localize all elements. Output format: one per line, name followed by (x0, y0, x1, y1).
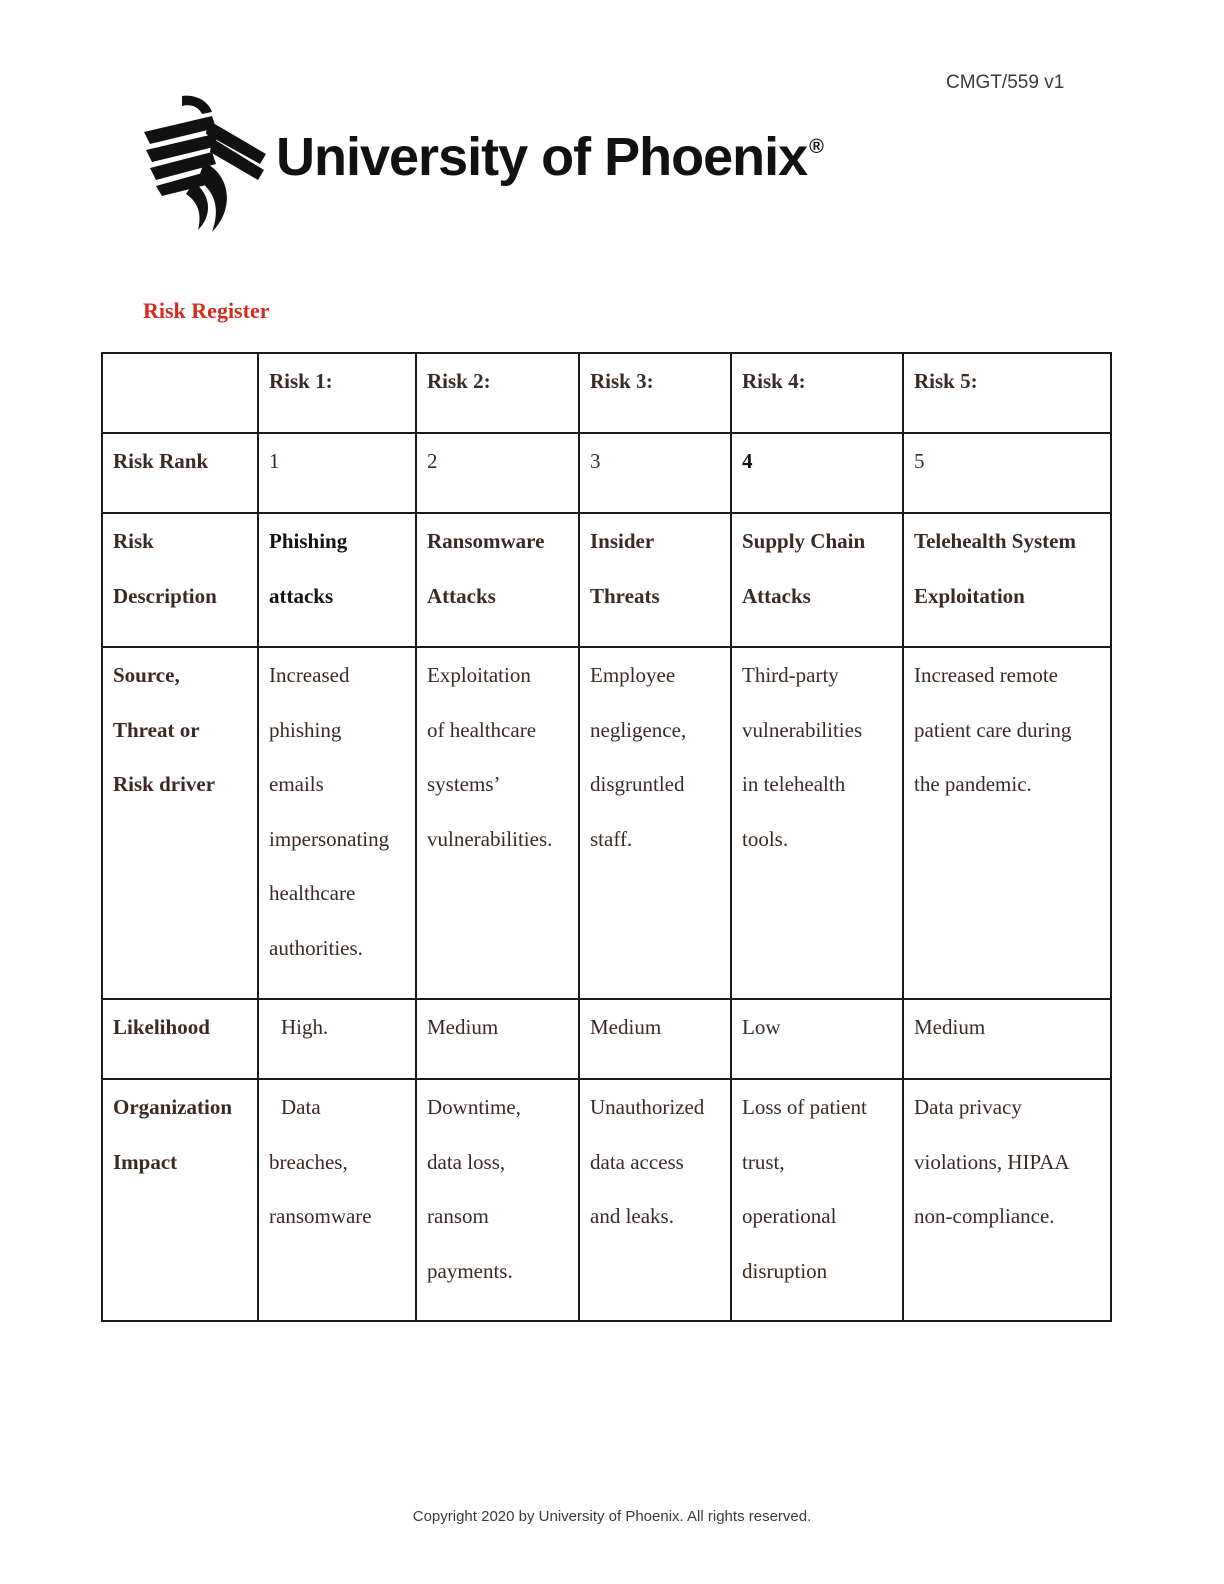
registered-mark: ® (809, 136, 823, 158)
cell-line: vulnerabilities (742, 717, 863, 742)
cell-line: disgruntled (590, 772, 685, 796)
cell-line: Description (113, 583, 217, 608)
rank-cell: 2 (416, 433, 579, 513)
cell-line: and leaks. (590, 1204, 674, 1228)
rank-cell: 1 (258, 433, 416, 513)
cell-line: patient care during (914, 717, 1072, 742)
cell-line: Data privacy (914, 1095, 1022, 1119)
university-logo (142, 92, 823, 237)
cell-line: Increased remote (914, 663, 1058, 687)
source-cell (903, 647, 1111, 999)
table-header-row (102, 353, 1111, 433)
cell-line: Data (281, 1095, 321, 1119)
row-label (102, 513, 258, 647)
likelihood-cell: Medium (416, 999, 579, 1079)
description-cell (579, 513, 731, 647)
description-cell (416, 513, 579, 647)
page-title: Risk Register (143, 298, 270, 323)
cell-line: Exploitation (427, 663, 531, 687)
cell-line: Attacks (742, 583, 811, 608)
copyright-footer: Copyright 2020 by University of Phoenix. All rights reserved. (412, 1508, 812, 1525)
cell-line: Impact (113, 1149, 178, 1174)
impact-cell (579, 1079, 731, 1321)
rank-cell: 5 (903, 433, 1111, 513)
cell-line: Telehealth System (914, 529, 1076, 553)
table-row-organization-impact (102, 1079, 1111, 1321)
cell-line: Third-party (742, 663, 839, 687)
table-row-likelihood (102, 999, 1111, 1079)
cell-line: Source, (113, 663, 180, 687)
cell-line: the pandemic. (914, 772, 1032, 796)
cell-line: Risk driver (113, 772, 216, 796)
impact-cell (416, 1079, 579, 1321)
phoenix-icon (142, 92, 272, 237)
cell-line: payments. (427, 1258, 513, 1283)
cell-line: healthcare (269, 881, 356, 905)
cell-line: data loss, (427, 1149, 506, 1174)
likelihood-cell: Medium (579, 999, 731, 1079)
cell-line: Unauthorized (590, 1095, 705, 1119)
row-label: Likelihood (102, 999, 258, 1079)
cell-line: breaches, (269, 1149, 348, 1174)
cell-line: violations, HIPAA (914, 1149, 1070, 1174)
cell-line: emails (269, 772, 324, 796)
source-cell (731, 647, 903, 999)
header-cell: Risk 5: (903, 353, 1111, 433)
cell-line: Attacks (427, 583, 496, 608)
cell-line: ransom (427, 1204, 489, 1228)
description-cell (731, 513, 903, 647)
row-label (102, 1079, 258, 1321)
impact-cell (731, 1079, 903, 1321)
description-cell (258, 513, 416, 647)
header-cell: Risk 4: (731, 353, 903, 433)
rank-cell: 4 (731, 433, 903, 513)
cell-line: staff. (590, 826, 633, 851)
cell-line: in telehealth (742, 772, 846, 796)
likelihood-cell: Medium (903, 999, 1111, 1079)
header-cell: Risk 3: (579, 353, 731, 433)
source-cell (258, 647, 416, 999)
header-cell: Risk 2: (416, 353, 579, 433)
cell-line: Threat or (113, 717, 200, 742)
cell-line: Phishing (269, 529, 348, 553)
cell-line: Insider (590, 529, 655, 553)
cell-line: Exploitation (914, 583, 1025, 608)
cell-line: Increased (269, 663, 350, 687)
logo-name: University of Phoenix (276, 127, 808, 187)
cell-line: data access (590, 1149, 684, 1174)
cell-line: Threats (590, 583, 660, 608)
description-cell (903, 513, 1111, 647)
rank-cell: 3 (579, 433, 731, 513)
cell-line: authorities. (269, 935, 363, 960)
source-cell (416, 647, 579, 999)
cell-line: phishing (269, 717, 342, 742)
cell-line: negligence, (590, 717, 687, 742)
cell-line: trust, (742, 1149, 785, 1174)
cell-line: disruption (742, 1258, 828, 1283)
table-row-risk-description (102, 513, 1111, 647)
logo-wordmark (276, 126, 823, 188)
cell-line: attacks (269, 583, 334, 608)
row-label (102, 647, 258, 999)
cell-line: Downtime, (427, 1095, 521, 1119)
risk-register-table (101, 352, 1112, 1322)
header-cell (102, 353, 258, 433)
source-cell (579, 647, 731, 999)
table-row-risk-rank (102, 433, 1111, 513)
cell-line: systems’ (427, 772, 501, 796)
impact-cell (258, 1079, 416, 1321)
likelihood-cell: High. (258, 999, 416, 1079)
table-row-source (102, 647, 1111, 999)
cell-line: Supply Chain (742, 529, 866, 553)
cell-line: non-compliance. (914, 1204, 1055, 1228)
row-label: Risk Rank (102, 433, 258, 513)
course-code: CMGT/559 v1 (946, 72, 1065, 93)
cell-line: Risk (113, 529, 154, 553)
cell-line: vulnerabilities. (427, 826, 553, 851)
cell-line: operational (742, 1204, 837, 1228)
cell-line: impersonating (269, 826, 390, 851)
impact-cell (903, 1079, 1111, 1321)
header-cell: Risk 1: (258, 353, 416, 433)
cell-line: Employee (590, 663, 676, 687)
cell-line: Ransomware (427, 529, 545, 553)
cell-line: Loss of patient (742, 1095, 867, 1119)
cell-line: ransomware (269, 1204, 372, 1228)
likelihood-cell: Low (731, 999, 903, 1079)
cell-line: tools. (742, 826, 789, 851)
cell-line: Organization (113, 1095, 232, 1119)
cell-line: of healthcare (427, 717, 537, 742)
